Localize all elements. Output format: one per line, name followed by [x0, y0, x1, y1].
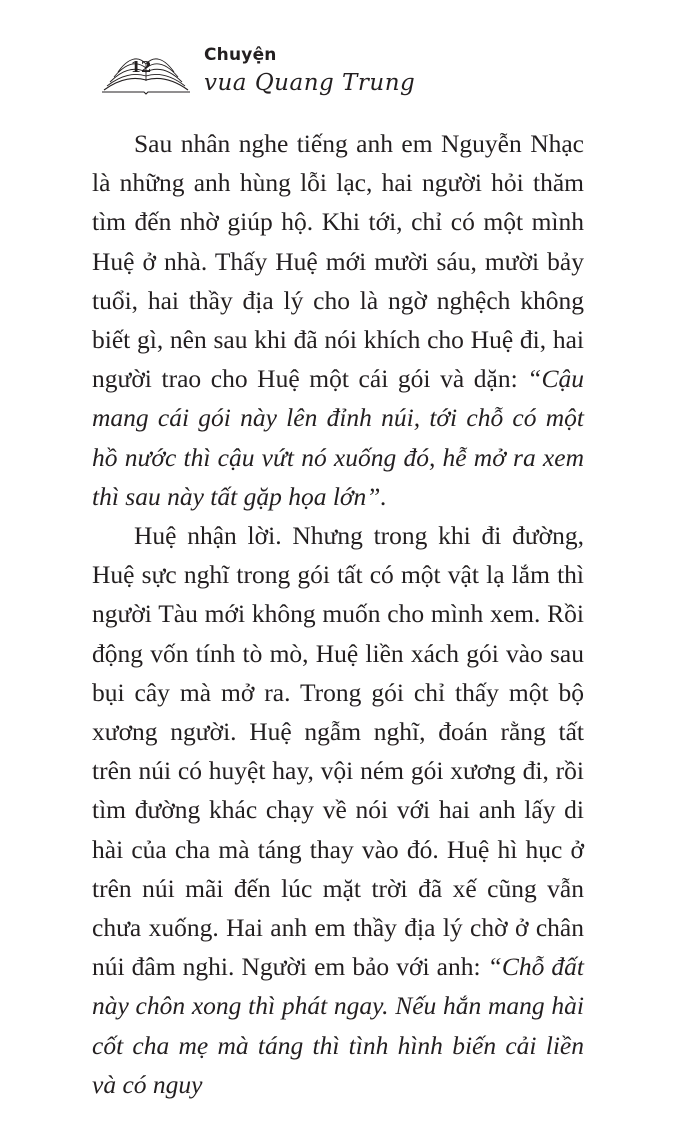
paragraph-2: [92, 516, 584, 1104]
paragraph-2-quote: “Chỗ đất này chôn xong thì phát ngay. Nếu hắn mang hài cốt cha mẹ mà táng thì tình hình biến cải liền và có nguy: [92, 952, 585, 1099]
page-body: [92, 124, 584, 1104]
paragraph-1-text: Sau nhân nghe tiếng anh em Nguyễn Nhạc là những anh hùng lỗi lạc, hai người hỏi thăm tìm đến nhờ giúp hộ. Khi tới, chỉ có một mình Huệ ở nhà. Thấy Huệ mới mười sáu, mười bảy tuổi, hai thầy địa lý cho là ngờ nghệch không biết gì, nên sau khi đã nói khích cho Huệ đi, hai người trao cho Huệ một cái gói và dặn:: [92, 129, 584, 394]
book-title: Chuyện: [204, 45, 277, 65]
page-number: 12: [130, 58, 152, 76]
paragraph-1-quote: “Cậu mang cái gói này lên đỉnh núi, tới chỗ có một hồ nước thì cậu vứt nó xuống đó, hễ mở ra xem thì sau này tất gặp họa lớn”.: [92, 364, 584, 511]
paragraph-2-text: Huệ nhận lời. Nhưng trong khi đi đường, Huệ sực nghĩ trong gói tất có một vật lạ lắm thì người Tàu mới không muốn cho mình xem. Rồi động vốn tính tò mò, Huệ liền xách gói vào sau bụi cây mà mở ra. Trong gói chỉ thấy một bộ xương người. Huệ ngẫm nghĩ, đoán rằng tất trên núi có huyệt hay, vội ném gói xương đi, rồi tìm đường khác chạy về nói với hai anh lấy di hài của cha mà táng thay vào đó. Huệ hì hục ở trên núi mãi đến lúc mặt trời đã xế cũng vẫn chưa xuống. Hai anh em thầy địa lý chờ ở chân núi đâm nghi. Người em bảo với anh:: [92, 521, 584, 982]
book-subtitle: vua Quang Trung: [204, 70, 416, 96]
paragraph-1: [92, 124, 584, 516]
page-header: [0, 0, 680, 110]
